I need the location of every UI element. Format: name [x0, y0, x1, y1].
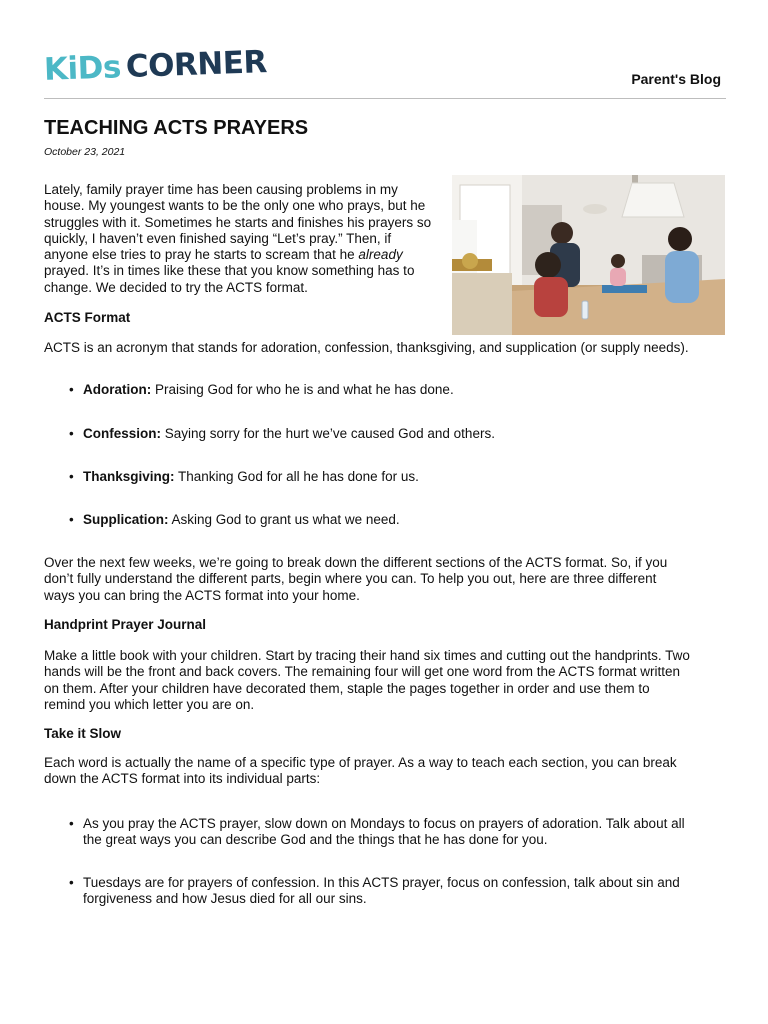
list-item-text: Thanking God for all he has done for us. — [174, 469, 419, 484]
take-it-slow-paragraph — [44, 755, 677, 788]
article-date: October 23, 2021 — [44, 146, 126, 158]
handprint-line: on them. After your children have decorated them, staple the pages together in order and use them to — [44, 680, 650, 696]
list-item-line: As you pray the ACTS prayer, slow down on Mondays to focus on prayers of adoration. Talk about all — [83, 816, 685, 831]
overview-paragraph — [44, 555, 667, 604]
intro-line: Lately, family prayer time has been causing problems in my — [44, 182, 398, 197]
family-prayer-photo — [452, 175, 725, 335]
article-title: TEACHING ACTS PRAYERS — [44, 117, 309, 139]
intro-line: prayed. It’s in times like these that you know something has to — [44, 263, 415, 279]
site-header — [44, 46, 726, 99]
list-item-term: Adoration: — [83, 382, 152, 397]
acts-format-heading: ACTS Format — [44, 310, 131, 325]
list-item-text: Praising God for who he is and what he has done. — [151, 382, 454, 397]
list-item-line: Tuesdays are for prayers of confession. In this ACTS prayer, focus on confession, talk about sin and — [83, 875, 680, 890]
intro-paragraph — [44, 182, 431, 296]
list-item-term: Supplication: — [83, 512, 169, 527]
logo-corner-text: CORNER — [125, 44, 268, 86]
overview-line: Over the next few weeks, we’re going to break down the different sections of the ACTS format. So, if you — [44, 555, 668, 570]
parents-blog-link[interactable]: Parent's Blog — [631, 71, 721, 87]
slow-line: Each word is actually the name of a specific type of prayer. As a way to teach each section, you can break — [44, 755, 677, 770]
list-item-line: forgiveness and how Jesus died for all our sins. — [83, 891, 367, 907]
intro-line: house. My youngest wants to be the only one who prays, but he — [44, 198, 426, 214]
slow-line: down the ACTS format into its individual parts: — [44, 771, 321, 787]
list-item-monday — [83, 816, 685, 849]
list-item-text: Asking God to grant us what we need. — [168, 512, 400, 527]
list-item-tuesday — [83, 875, 680, 908]
kids-corner-logo[interactable] — [43, 44, 267, 88]
logo-kids-text: KiDs — [43, 49, 122, 88]
list-item-line: the great ways you can describe God and the things that he has done for you. — [83, 832, 548, 848]
take-it-slow-heading: Take it Slow — [44, 726, 122, 741]
overview-line: don’t fully understand the different parts, begin where you can. To help you out, here are three different — [44, 571, 657, 587]
list-item-text: Saying sorry for the hurt we’ve caused God and others. — [161, 426, 495, 441]
list-item-confession — [83, 426, 495, 442]
list-item-term: Confession: — [83, 426, 162, 441]
handprint-line: Make a little book with your children. Start by tracing their hand six times and cutting out the handprints. Two — [44, 648, 690, 663]
list-item-supplication — [83, 512, 400, 528]
list-item-adoration — [83, 382, 454, 398]
intro-line: quickly, I haven’t even finished saying “Let’s pray.” Then, if — [44, 230, 392, 246]
list-item-term: Thanksgiving: — [83, 469, 175, 484]
handprint-paragraph — [44, 648, 690, 713]
list-item-thanksgiving — [83, 469, 419, 485]
intro-line: struggles with it. Sometimes he starts and finishes his prayers so — [44, 214, 432, 230]
intro-line: anyone else tries to pray he starts to scream that he — [44, 247, 359, 263]
intro-line: change. We decided to try the ACTS format. — [44, 279, 308, 295]
handprint-journal-heading: Handprint Prayer Journal — [44, 617, 207, 632]
overview-line: ways you can bring the ACTS format into your home. — [44, 587, 360, 603]
handprint-line: hands will be the front and back covers. The remaining four will get one word from the ACTS format written — [44, 664, 681, 680]
acts-definition: ACTS is an acronym that stands for adoration, confession, thanksgiving, and supplication (or supply needs). — [44, 340, 689, 355]
intro-emphasis: already — [358, 247, 403, 263]
handprint-line: remind you which letter you are on. — [44, 696, 255, 712]
